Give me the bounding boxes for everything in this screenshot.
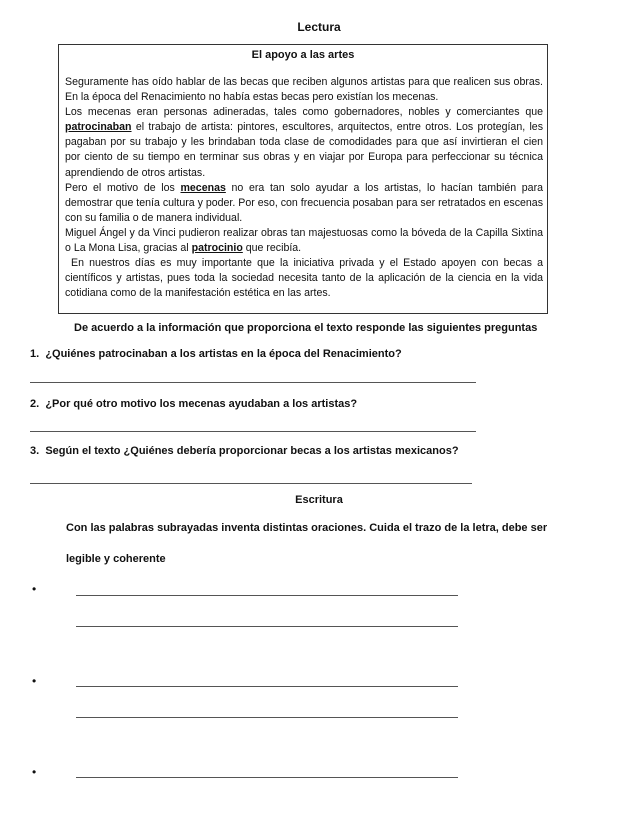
underlined-word-mecenas: mecenas	[180, 181, 226, 194]
underlined-word-patrocinio: patrocinio	[191, 242, 243, 255]
paragraph-3: Pero el motivo de los mecenas no era tan solo ayudar a los artistas, lo hacían también para demostrar que tenía cultura y poder. Por eso, con frecuencia posaban para ser retratados en escenas con su familia o de manera individual.	[65, 181, 543, 224]
paragraph-4: Miguel Ángel y da Vinci pudieron realizar obras tan majestuosas como la bóveda de la Capilla Sixtina o La Mona Lisa, gracias al patrocinio que recibía.	[65, 226, 543, 255]
paragraph-2: Los mecenas eran personas adineradas, tales como gobernadores, nobles y comerciantes que patrocinaban el trabajo de artista: pintores, escultores, arquitectos, entre otros. Los protegían, les pagaban por su trabajo y les brindaban toda clase de comodidades para que así invirtieran el cien por ciento de su tiempo en terminar sus obras y en viajar por Europa para perfeccionar su técnica aprendiendo de otros artistas.	[65, 106, 543, 179]
article-box	[58, 44, 548, 314]
question-2: 2. ¿Por qué otro motivo los mecenas ayudaban a los artistas?	[30, 398, 358, 410]
writing-instructions-line-2: legible y coherente	[66, 553, 166, 565]
writing-instructions-line-1: Con las palabras subrayadas inventa distintas oraciones. Cuida el trazo de la letra, debe ser	[66, 522, 548, 534]
answer-line-2[interactable]	[30, 431, 476, 432]
question-3: 3. Según el texto ¿Quiénes debería proporcionar becas a los artistas mexicanos?	[30, 445, 459, 457]
writing-heading: Escritura	[295, 494, 343, 506]
paragraph-5: En nuestros días es muy importante que la iniciativa privada y el Estado apoyen con becas a científicos y artistas, pues toda la sociedad necesita tanto de la aplicación de la ciencia en la vida cotidiana como de la manifestación estética en las artes.	[65, 257, 543, 300]
article-title: El apoyo a las artes	[251, 49, 355, 61]
article-body	[65, 75, 543, 301]
question-1: 1. ¿Quiénes patrocinaban a los artistas en la época del Renacimiento?	[30, 348, 402, 360]
bullet-3: •	[32, 765, 37, 779]
bullet-2: •	[32, 674, 37, 688]
instructions: De acuerdo a la información que proporciona el texto responde las siguientes preguntas	[74, 322, 538, 334]
writing-line-1a[interactable]	[76, 595, 458, 596]
writing-line-2a[interactable]	[76, 686, 458, 687]
answer-line-1[interactable]	[30, 382, 476, 383]
writing-line-1b[interactable]	[76, 626, 458, 627]
answer-line-3[interactable]	[30, 483, 472, 484]
underlined-word-patrocinaban: patrocinaban	[65, 121, 132, 134]
writing-line-3a[interactable]	[76, 777, 458, 778]
bullet-1: •	[32, 582, 37, 596]
reading-heading: Lectura	[297, 20, 341, 34]
writing-line-2b[interactable]	[76, 717, 458, 718]
paragraph-1: Seguramente has oído hablar de las becas que reciben algunos artistas para que realicen sus obras. En la época del Renacimiento no había estas becas pero existían los mecenas.	[65, 76, 543, 104]
